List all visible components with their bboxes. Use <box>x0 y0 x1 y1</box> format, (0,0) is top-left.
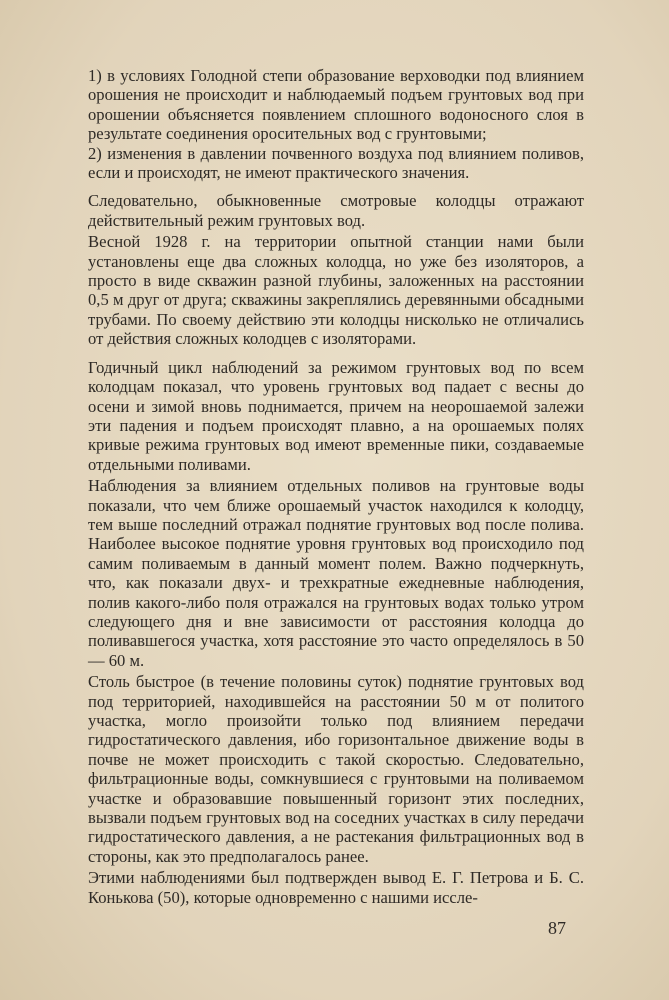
paragraph-6: Наблюдения за влиянием отдельных поливов на грунтовые воды показали, что чем ближе орошаемый участок находился к колодцу, тем выше последний отражал поднятие грунтовых вод после полива. Наиболее высокое поднятие уровня грунтовых вод происходило под самим поливаемым в данный момент полем. Важно подчеркнуть, что, как показали двух- и трехкратные ежедневные наблюдения, полив какого-либо поля отражался на грунтовых водах только утром следующего дня и вне зависимости от расстояния колодца до поливавшегося участка, хотя расстояние это часто определялось в 50 — 60 м. <box>88 476 584 670</box>
paragraph-3: Следовательно, обыкновенные смотровые колодцы отражают действительный режим грунтовых вод. <box>88 191 584 230</box>
paragraph-1: 1) в условиях Голодной степи образование верховодки под влиянием орошения не происходит и наблюдаемый подъем грунтовых вод при орошении объясняется появлением сплошного водоносного слоя в результате соединения оросительных вод с грунтовыми; <box>88 66 584 144</box>
paragraph-7: Столь быстрое (в течение половины суток) поднятие грунтовых вод под территорией, находившейся на расстоянии 50 м от политого участка, могло произойти только под влиянием передачи гидростатического давления, ибо горизонтальное движение воды в почве не может происходить с такой скоростью. Следовательно, фильтрационные воды, сомкнувшиеся с грунтовыми на поливаемом участке и образовавшие повышенный горизонт этих последних, вызвали подъем грунтовых вод на соседних участках в силу передачи гидростатического давления, а не растекания фильтрационных вод в стороны, как это предполагалось ранее. <box>88 672 584 866</box>
page-number: 87 <box>548 918 566 938</box>
body-text <box>88 66 584 907</box>
paragraph-8: Этими наблюдениями был подтвержден вывод Е. Г. Петрова и Б. С. Конькова (50), которые одновременно с нашими иссле- <box>88 868 584 907</box>
paragraph-2: 2) изменения в давлении почвенного воздуха под влиянием поливов, если и происходят, не имеют практического значения. <box>88 143 584 183</box>
paragraph-5: Годичный цикл наблюдений за режимом грунтовых вод по всем колодцам показал, что уровень грунтовых вод падает с весны до осени и зимой вновь поднимается, причем на неорошаемой залежи эти падения и подъем происходят плавно, а на орошаемых полях кривые режима грунтовых вод имеют временные пики, создаваемые отдельными поливами. <box>88 357 584 474</box>
paragraph-4: Весной 1928 г. на территории опытной станции нами были установлены еще два сложных колодца, но уже без изоляторов, а просто в виде скважин разной глубины, заложенных на расстоянии 0,5 м друг от друга; скважины закреплялись деревянными обсадными трубами. По своему действию эти колодцы нисколько не отличались от действия сложных колодцев с изоляторами. <box>88 232 584 349</box>
